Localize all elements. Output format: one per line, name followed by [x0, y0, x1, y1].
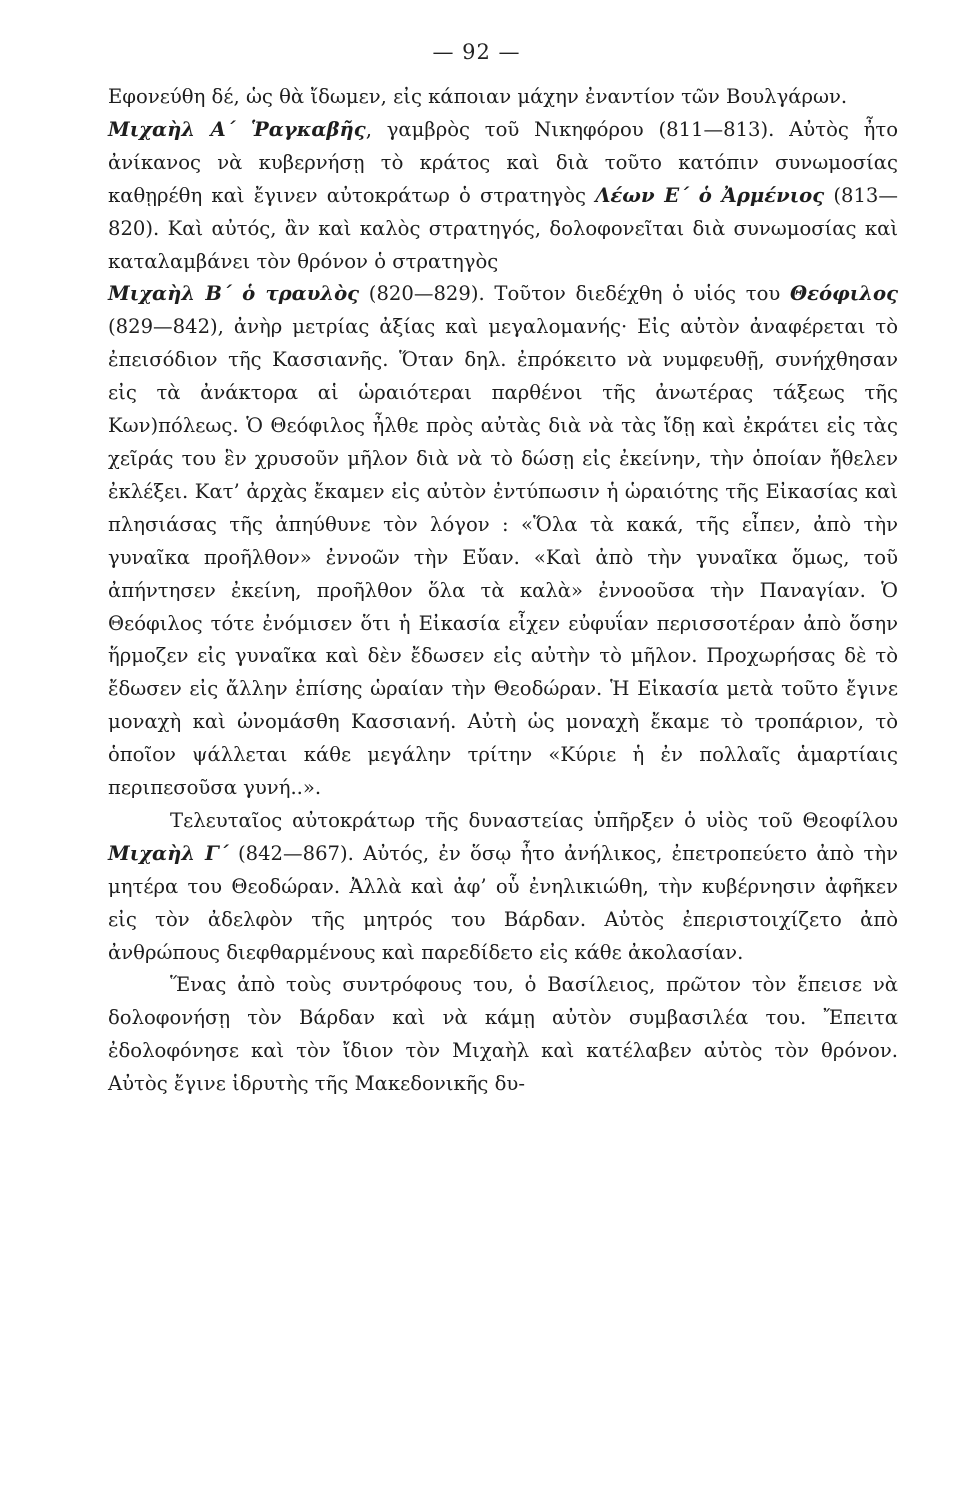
- ruler-name: Μιχαὴλ Β΄ ὁ τραυλὸς: [108, 282, 360, 306]
- page-number: — 92 —: [432, 40, 521, 64]
- text-run: , γαμβρὸς τοῦ Νικηφόρου (811—813). Αὐτὸς ἦτο ἀνίκανος νὰ κυβερνήσῃ τὸ κράτος καὶ διὰ τοῦτο κατόπιν συνωμοσίας καθῃρέθη καὶ ἔγινεν αὐτοκράτωρ ὁ στρατηγὸς: [108, 117, 898, 207]
- paragraph: [108, 81, 898, 114]
- text-run: (829—842), ἀνὴρ μετρίας ἀξίας καὶ μεγαλομανής· Εἰς αὐτὸν ἀναφέρεται τὸ ἐπεισόδιον τῆς Κασσιανῆς. Ὅταν δηλ. ἐπρόκειτο νὰ νυμφευθῇ, συνήχθησαν εἰς τὰ ἀνάκτορα αἱ ὡραιότεραι παρθένοι τῆς ἀνωτέρας τάξεως τῆς Κων)πόλεως. Ὁ Θεόφιλος ἦλθε πρὸς αὐτὰς διὰ νὰ τὰς ἴδῃ καὶ ἐκράτει εἰς τὰς χεῖράς του ἓν χρυσοῦν μῆλον διὰ νὰ τὸ δώσῃ εἰς ἐκείνην, τὴν ὁποίαν ἤθελεν ἐκλέξει. Κατ’ ἀρχὰς ἔκαμεν εἰς αὐτὸν ἐντύπωσιν ἡ ὡραιότης τῆς Εἰκασίας καὶ πλησιάσας τῆς ἀπηύθυνε τὸν λόγον : «Ὅλα τὰ κακά, τῆς εἶπεν, ἀπὸ τὴν γυναῖκα προῆλθον» ἐννοῶν τὴν Εὔαν. «Καὶ ἀπὸ τὴν γυναῖκα ὅμως, τοῦ ἀπήντησεν ἐκείνη, προῆλθον ὅλα τὰ καλὰ» ἐννοοῦσα τὴν Παναγίαν. Ὁ Θεόφιλος τότε ἐνόμισεν ὅτι ἡ Εἰκασία εἶχεν εὐφυΐαν περισσοτέραν ἀπὸ ὅσην ἥρμοζεν εἰς γυναῖκα καὶ δὲν ἔδωσεν εἰς αὐτὴν τὸ μῆλον. Προχωρήσας δὲ τὸ ἔδωσεν εἰς ἄλλην ἐπίσης ὡραίαν τὴν Θεοδώραν. Ἡ Εἰκασία μετὰ τοῦτο ἔγινε μοναχὴ καὶ ὠνομάσθη Κασσιανή. Αὐτὴ ὡς μοναχὴ ἔκαμε τὸ τροπάριον, τὸ ὁποῖον ψάλλεται κάθε μεγάλην τρίτην «Κύριε ἡ ἐν πολλαῖς ἁμαρτίαις περιπεσοῦσα γυνή..».: [108, 315, 898, 800]
- paragraph: [108, 969, 898, 1101]
- ruler-name: Μιχαὴλ Γ΄: [108, 841, 229, 865]
- ruler-name: Μιχαὴλ Α΄ Ῥαγκαβῆς: [108, 117, 366, 141]
- text-run: Τελευταῖος αὐτοκράτωρ τῆς δυναστείας ὑπῆρξεν ὁ υἱὸς τοῦ Θεοφίλου: [170, 808, 898, 832]
- ruler-name: Θεόφιλος: [790, 282, 898, 306]
- text-run: (820—829). Τοῦτον διεδέχθη ὁ υἱός του: [359, 282, 790, 306]
- text-run: (813—820). Καὶ αὐτός, ἂν καὶ καλὸς στρατηγός, δολοφονεῖται διὰ συνωμοσίας καὶ καταλαμβάνει τὸν θρόνον ὁ στρατηγὸς: [108, 183, 898, 273]
- text-run: Ἕνας ἀπὸ τοὺς συντρόφους του, ὁ Βασίλειος, πρῶτον τὸν ἔπεισε νὰ δολοφονήσῃ τὸν Βάρδαν καὶ νὰ κάμῃ αὐτὸν συμβασιλέα του. Ἔπειτα ἐδολοφόνησε καὶ τὸν ἴδιον τὸν Μιχαὴλ καὶ κατέλαβεν αὐτὸς τὸν θρόνον. Αὐτὸς ἔγινε ἱδρυτὴς τῆς Μακεδονικῆς δυ-: [108, 973, 898, 1096]
- paragraph: [108, 114, 898, 279]
- paragraph: [108, 278, 898, 805]
- text-run: Εφονεύθη δέ, ὡς θὰ ἴδωμεν, εἰς κάποιαν μάχην ἐναντίον τῶν Βουλγάρων.: [108, 85, 848, 108]
- text-run: (842—867). Αὐτός, ἐν ὅσῳ ἦτο ἀνήλικος, ἐπετροπεύετο ἀπὸ τὴν μητέρα του Θεοδώραν. Ἀλλὰ καὶ ἀφ’ οὗ ἐνηλικιώθη, τὴν κυβέρνησιν ἀφῆκεν εἰς τὸν ἀδελφὸν τῆς μητρός του Βάρδαν. Αὐτὸς ἐπεριστοιχίζετο ἀπὸ ἀνθρώπους διεφθαρμένους καὶ παρεδίδετο εἰς κάθε ἀκολασίαν.: [108, 841, 898, 964]
- paragraph: [108, 805, 898, 970]
- ruler-name: Λέων Ε΄ ὁ Ἀρμένιος: [595, 183, 825, 207]
- body-text: [108, 81, 898, 1101]
